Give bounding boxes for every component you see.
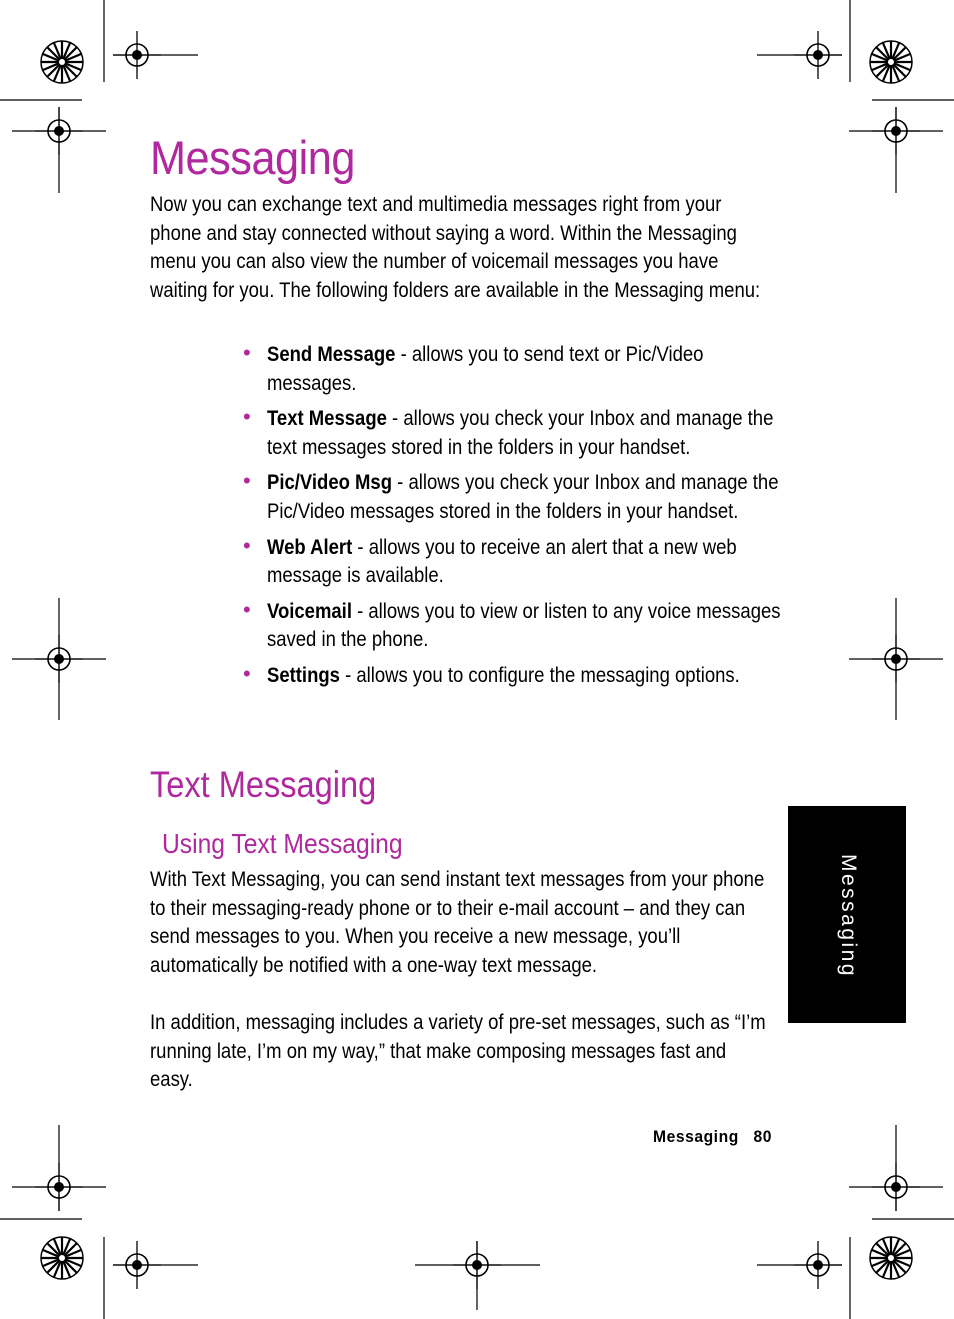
side-tab-label: Messaging [837,853,860,979]
list-item [240,533,867,590]
list-item [240,404,867,461]
list-item-term: Voicemail [267,598,352,623]
list-item-desc: - allows you to view or listen to any voice messages saved in the phone. [267,598,781,652]
list-item-term: Settings [267,662,340,687]
list-item-desc: - allows you check your Inbox and manage the Pic/Video messages stored in the folders in your handset. [267,470,779,523]
bullet-icon: • [243,660,251,686]
list-item-term: Text Message [267,406,387,431]
bullet-icon: • [243,404,251,430]
bullet-icon: • [243,532,251,558]
list-item-desc: - allows you to send text or Pic/Video messages. [267,342,704,395]
page-number: 80 [753,1127,773,1146]
page-title: Messaging [150,131,355,184]
chapter-side-tab [788,806,906,1023]
intro-paragraph: Now you can exchange text and multimedia messages right from your phone and stay connected without saying a word. Within the Messaging menu you can also view the number of voicemail messages you have waiting for you. The following folders are available in the Messaging menu: [150,192,761,302]
footer-section: Messaging [653,1127,739,1146]
text-messaging-paragraph-2: In addition, messaging includes a variety of pre-set messages, such as “I’m running late, I’m on my way,” that make composing messages fast and easy. [150,1010,766,1092]
bullet-icon: • [243,468,251,494]
list-item [240,340,867,397]
list-item-term: Send Message [267,342,396,366]
subsection-heading: Using Text Messaging [162,828,403,859]
section-heading: Text Messaging [150,764,377,805]
list-item [240,597,867,654]
messaging-folder-list [240,340,867,690]
list-item [240,661,867,690]
list-item [240,468,867,525]
list-item-desc: - allows you check your Inbox and manage the text messages stored in the folders in your handset. [267,406,774,459]
list-item-desc: - allows you to receive an alert that a new web message is available. [267,534,737,588]
list-item-desc: - allows you to configure the messaging options. [339,662,740,687]
page-footer [653,1127,772,1147]
bullet-icon: • [243,596,251,622]
bullet-icon: • [243,340,251,365]
text-messaging-paragraph-1: With Text Messaging, you can send instant text messages from your phone to their messaging-ready phone or to their e-mail account – and they can send messages to you. When you receive a new message, you’ll automatically be notified with a one-way text message. [150,867,765,977]
list-item-term: Pic/Video Msg [267,470,393,495]
list-item-term: Web Alert [267,534,353,559]
